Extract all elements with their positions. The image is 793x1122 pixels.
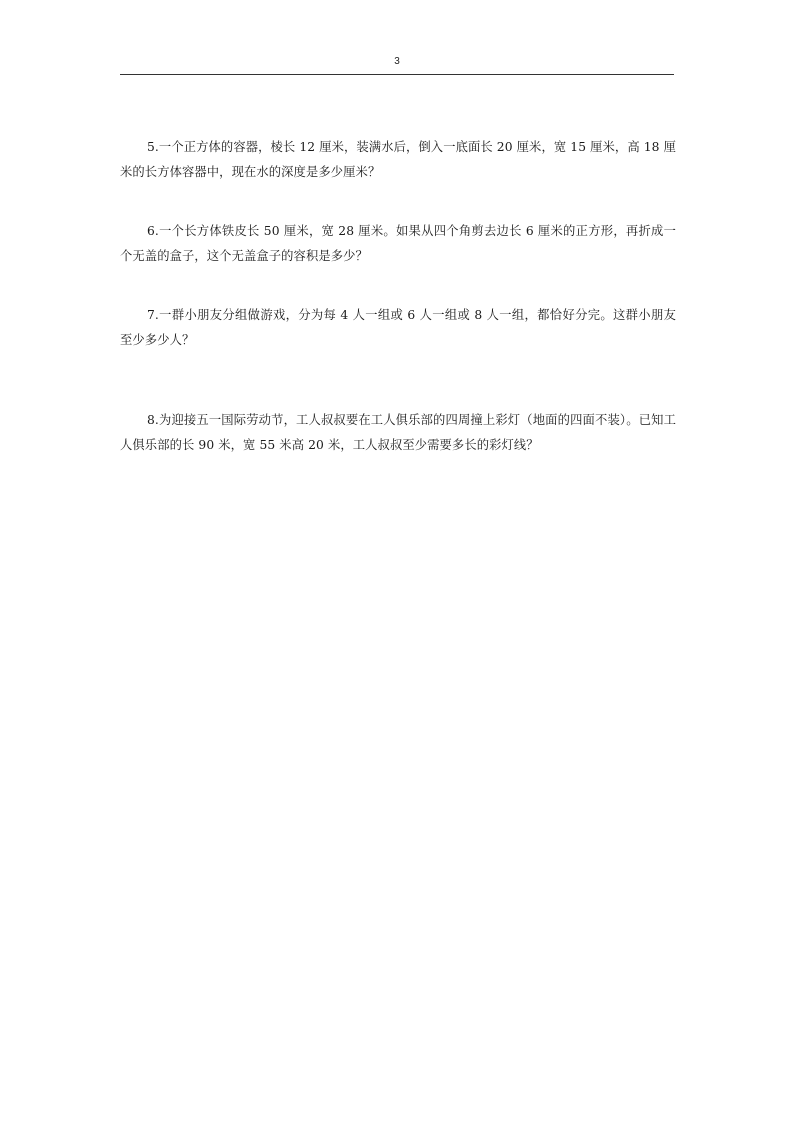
page-number: 3 <box>394 56 400 67</box>
question-7: 7.一群小朋友分组做游戏，分为每 4 人一组或 6 人一组或 8 人一组，都恰好分完。这群小朋友至少多少人？ <box>120 308 676 347</box>
question-8: 8.为迎接五一国际劳动节，工人叔叔要在工人俱乐部的四周撞上彩灯（地面的四面不装）。已知工人俱乐部的长 90 米，宽 55 米高 20 米，工人叔叔至少需要多长的彩灯线？ <box>120 413 676 452</box>
page-header <box>120 55 674 75</box>
question-6: 6.一个长方体铁皮长 50 厘米，宽 28 厘米。如果从四个角剪去边长 6 厘米的正方形，再折成一个无盖的盒子，这个无盖盒子的容积是多少？ <box>120 224 676 263</box>
question-5: 5.一个正方体的容器，棱长 12 厘米，装满水后，倒入一底面长 20 厘米，宽 15 厘米，高 18 厘米的长方体容器中，现在水的深度是多少厘米？ <box>120 140 676 179</box>
